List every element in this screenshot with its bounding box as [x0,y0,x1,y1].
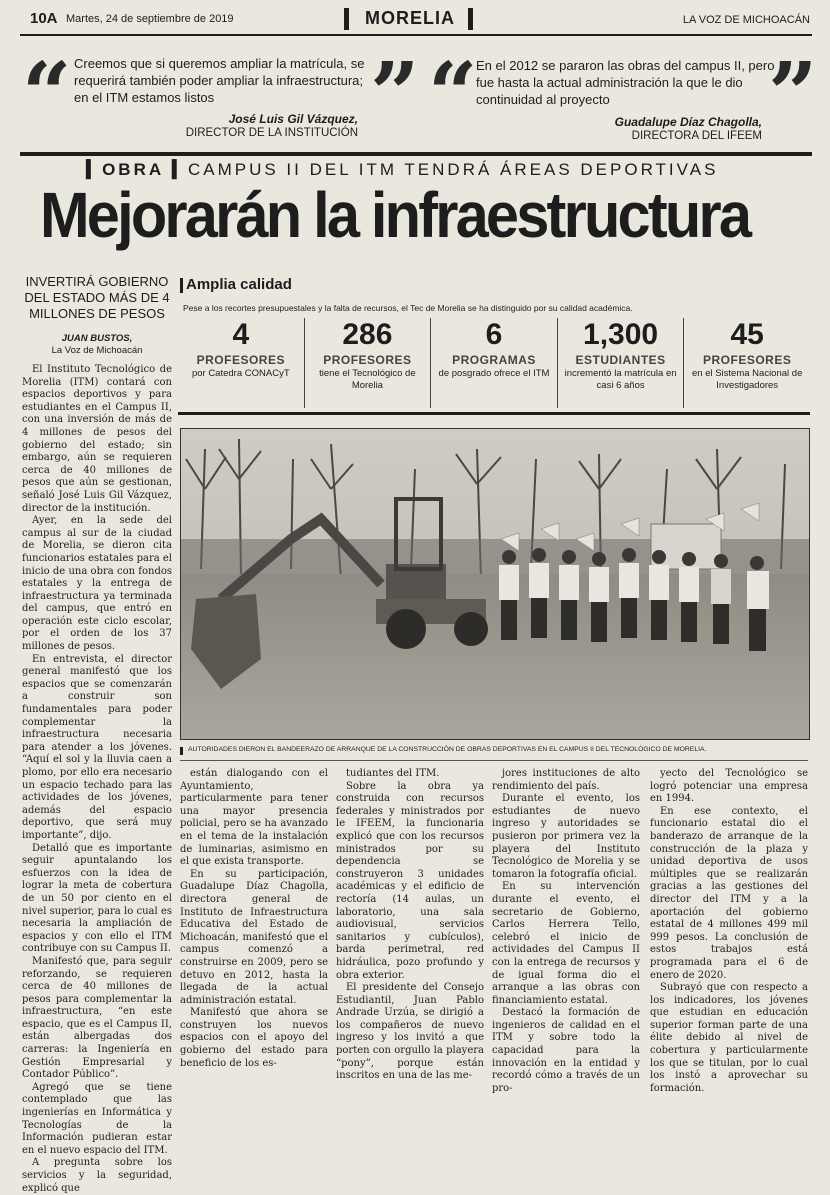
stat-item [557,318,684,408]
news-photo [180,428,810,740]
quote-1-text: Creemos que si queremos ampliar la matrícula, se requerirá también poder ampliar la infraestructura; en el ITM estamos listos [74,56,365,105]
paragraph: están dialogando con el Ayuntamiento, particularmente para tener una mayor presencia policial, pero se ha avanzado en el tema de la instalación de luminarias, asimismo en el que exista transporte. [180,768,328,868]
open-quote-icon: “ [428,44,478,145]
paragraph: El presidente del Consejo Estudiantil, Juan Pablo Andrade Urzúa, se dirigió a los compañeros de nuevo ingreso y los invitó a que porten con orgullo la playera “pony”, porque están inscritos en una de las me- [336,982,484,1082]
issue-date: Martes, 24 de septiembre de 2019 [66,13,234,25]
stat-number: 286 [342,318,393,351]
paragraph: En su participación, Guadalupe Díaz Chagolla, directora general de Instituto de Infraestructura Educativa del Estado de Michoacán, manifestó que el campus comenzó a construirse en 2009, pero se detuvo en 2012, hasta la llegada de la actual administración estatal. [180,868,328,1006]
section-bar-left [344,8,349,30]
infobox-marker [180,278,183,293]
article-column-4 [492,768,640,1094]
stat-desc: tiene el Tecnológico de Morelia [319,368,416,391]
stat-item [304,318,431,408]
stat-item [683,318,810,408]
stat-label: PROFESORES [196,353,285,367]
quotes-rule [20,152,812,156]
kicker-bar-icon: ▍ [171,160,188,179]
stat-item [430,318,557,408]
infobox-rule [178,412,810,415]
stat-number: 6 [485,318,503,351]
stat-item [178,318,304,408]
paragraph: Subrayó que con respecto a los indicadores, los jóvenes que estudian en educación superior forman parte de una élite debido al nivel de cobertura y particularmente los que se titulan, por lo cual los instó a aprovechar su formación. [650,982,808,1094]
section-name: MORELIA [365,8,455,28]
paragraph: Sobre la obra ya construida con recursos federales y ministrados por le IFEEM, la funcionaria explicó que con los recursos ministrados por su dependencia se construyeron 3 unidades académicas y el edificio de rectoría (14 aulas, un laboratorio, una sala audiovisual, servicios sanitarios y cubículos), barda perimetral, red hidráulica, pozo profundo y obra exterior. [336,780,484,981]
paragraph: En su intervención durante el evento, el secretario de Gobierno, Carlos Herrera Tello, celebró el inicio de actividades del Campus II con la entrega de recursos y de igual forma dio el arranque a las obras con financiamiento estatal. [492,881,640,1006]
stat-number: 45 [730,318,764,351]
stat-desc: incrementó la matrícula en casi 6 años [564,368,677,391]
stat-label: PROFESORES [702,353,792,367]
close-quote-icon: ” [768,44,818,145]
infobox-intro: Pese a los recortes presupuestales y la falta de recursos, el Tec de Morelia se ha distinguido por su calidad académica. [183,303,633,313]
paragraph: Agregó que se tiene contemplado que las ingenierías en Informática y Tecnologías de la Información pudieran estar en el nuevo espacio del ITM. [22,1081,172,1156]
paragraph: tudiantes del ITM. [346,768,440,779]
quote-2-role: DIRECTORA DEL IFEEM [631,130,762,142]
paragraph: En ese contexto, el funcionario estatal dio el banderazo de arranque de la construcción de la plaza y unidad deportiva de usos múltiples que se realizarán gracias a las gestiones del director del ITM y a la aportación del gobierno estatal de 4 millones 499 mil 999 pesos. La conclusión de estos trabajos está programada para el 6 de enero de 2020. [650,805,808,981]
kicker [86,160,718,180]
stat-desc: por Catedra CONACyT [191,368,290,379]
close-quote-icon: ” [370,44,420,145]
paragraph: Durante el evento, los estudiantes de nuevo ingreso y autoridades se pusieron por primera vez la playera del Instituto Tecnológico de Morelia y se tomaron la fotografía oficial. [492,793,640,880]
stat-number: 1,300 [583,318,659,351]
open-quote-icon: “ [22,44,72,145]
byline-author: JUAN BUSTOS, [61,333,133,344]
article-column-3 [336,768,484,1082]
paragraph: A pregunta sobre los servicios y la seguridad, explicó que [22,1157,172,1194]
paragraph: Manifestó que, para seguir reforzando, se requieren cerca de 40 millones de pesos para complementar la infraestructura, “en este espacio, que es el Campus II, están albergadas dos carreras: la Ingeniería en Gestión Empresarial y Contador Público”. [22,955,172,1081]
infobox-title: Amplia calidad [186,276,292,293]
paragraph: En entrevista, el director general manifestó que los espacios que se comenzarán a construir son fundamentales para poder complementar la infraestructura necesaria para atender a los jóvenes. “Aquí el sol y la lluvia caen a plomo, por ello era necesario un espacio techado para las actividades de los jóvenes, además del espacio deportivo, que será muy importante”, dijo. [22,653,172,841]
section-bar-right [468,8,473,30]
article-column-5 [650,768,808,1094]
stats-row [178,318,810,408]
kicker-text: CAMPUS II DEL ITM TENDRÁ ÁREAS DEPORTIVAS [187,160,719,179]
stat-label: PROGRAMAS [452,353,536,367]
stat-desc: de posgrado ofrece el ITM [438,368,550,379]
paragraph: Manifestó que ahora se construyen los nuevos espacios con el apoyo del gobierno del estado para beneficio de los es- [180,1007,328,1069]
stat-label: ESTUDIANTES [575,353,666,367]
paragraph: El Instituto Tecnológico de Morelia (ITM) contará con espacios deportivos y para estudiantes en el Campus II, con una inversión de más de 4 millones de pesos del gobierno del estado; sin embargo, aún se requieren cerca de 40 millones de pesos que aún se gestionan, señaló José Luis Gil Vázquez, director de la institución. [22,364,172,514]
paragraph: yecto del Tecnológico se logró potenciar una empresa en 1994. [650,768,808,805]
stat-desc: en el Sistema Nacional de Investigadores [691,368,803,391]
stat-label: PROFESORES [323,353,412,367]
paragraph: Ayer, en la sede del campus al sur de la ciudad de Morelia, se dieron cita funcionarios estatales para el inicio de una obra con fondos estatales y la entrega de infraestructura ya terminada del campus, que entró en operación este ciclo escolar, por el orden de los 37 millones de pesos. [22,515,172,653]
deck: INVERTIRÁ GOBIERNO DEL ESTADO MÁS DE 4 MILLONES DE PESOS [24,274,170,321]
page-number: 10A [30,10,58,27]
photo-illustration [181,429,809,739]
quote-1-role: DIRECTOR DE LA INSTITUCIÓN [185,127,358,139]
kicker-tag: OBRA [102,160,165,179]
quote-2-text: En el 2012 se pararon las obras del campus II, pero fue hasta la actual administración la que le dio continuidad al proyecto [476,58,775,107]
photo-caption: AUTORIDADES DIERON EL BANDEERAZO DE ARRANQUE DE LA CONSTRUCCIÓN DE OBRAS DEPORTIVAS EN EL CAMPUS II DEL TECNOLÓGICO DE MORELIA. [188,746,707,753]
article-column-2 [180,768,328,1069]
paragraph: Detalló que es importante seguir apuntalando los esfuerzos con la idea de lograr la meta de cobertura de un 50 por ciento en el nivel superior, para lo cual es necesaria la ampliación de espacios y con ello el ITM contribuye con su Campus II. [22,842,172,955]
publication-name: LA VOZ DE MICHOACÁN [682,14,810,26]
header-rule [20,34,812,36]
caption-rule [180,760,808,761]
article-column-1 [22,364,172,1194]
headline: Mejorarán la infraestructura [40,179,750,251]
quote-2-author: Guadalupe Díaz Chagolla, [614,115,762,129]
kicker-bar-icon: ▍ [86,160,103,179]
byline-publication: La Voz de Michoacán [51,345,143,356]
quote-1-author: José Luis Gil Vázquez, [228,112,358,126]
paragraph: Destacó la formación de ingenieros de calidad en el ITM y sobre todo la capacidad para la innovación en la entidad y recordó cómo a través de un pro- [492,1007,640,1094]
paragraph: jores instituciones de alto rendimiento del país. [492,768,640,792]
stat-number: 4 [232,318,250,351]
caption-marker [180,747,183,755]
